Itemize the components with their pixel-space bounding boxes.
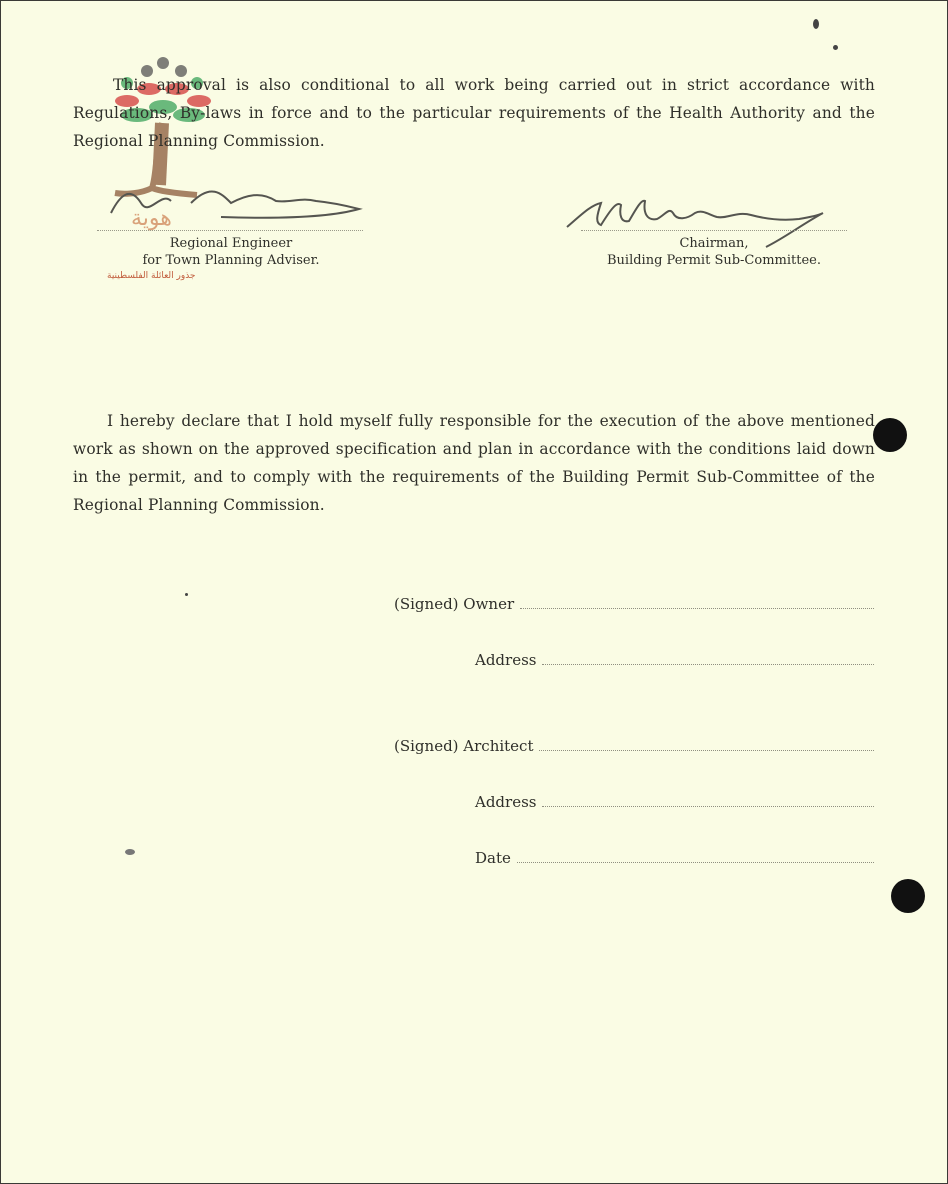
punch-hole-upper <box>873 418 907 452</box>
paper-speck <box>185 593 188 596</box>
left-handwritten-signature <box>101 173 371 233</box>
architect-address-field[interactable] <box>475 793 874 811</box>
owner-address-label: Address <box>475 651 537 669</box>
left-signature-line <box>97 230 363 231</box>
owner-address-line[interactable] <box>542 652 874 665</box>
signed-architect-label: (Signed) Architect <box>394 737 534 755</box>
architect-address-label: Address <box>475 793 537 811</box>
regional-engineer-title: Regional Engineer <box>169 236 293 251</box>
owner-address-field[interactable] <box>475 651 874 669</box>
signed-owner-field[interactable] <box>394 595 874 613</box>
approval-condition-paragraph: This approval is also conditional to all work being carried out in strict accordance with Regulations, By-laws in force and to the particular requirements of the Health Authority and the Regional Planning Commission. <box>73 76 875 150</box>
building-permit-subcommittee-subtitle: Building Permit Sub-Committee. <box>606 253 821 268</box>
signed-architect-field[interactable] <box>394 737 874 755</box>
watermark-arabic-subtitle: جذور العائلة الفلسطينية <box>107 271 196 281</box>
owner-declaration-paragraph: I hereby declare that I hold myself fully responsible for the execution of the above mentioned work as shown on the approved specification and plan in accordance with the conditions laid down in the permit, and to comply with the requirements of the Building Permit Sub-Committee of the Regional Planning Commission. <box>73 412 875 514</box>
signed-owner-label: (Signed) Owner <box>394 595 515 613</box>
signed-architect-line[interactable] <box>539 738 874 751</box>
right-signature-line <box>581 230 847 231</box>
date-label: Date <box>475 849 511 867</box>
watermark-arabic-title: هوية <box>131 206 172 231</box>
signed-owner-line[interactable] <box>520 596 874 609</box>
town-planning-adviser-subtitle: for Town Planning Adviser. <box>142 253 320 268</box>
paper-speck <box>125 849 135 855</box>
left-signatory-block <box>121 235 341 269</box>
date-field[interactable] <box>475 849 874 867</box>
right-signatory-block <box>581 235 847 269</box>
chairman-title: Chairman, <box>679 236 749 251</box>
ink-mark <box>813 19 819 29</box>
punch-hole-lower <box>891 879 925 913</box>
architect-address-line[interactable] <box>542 794 874 807</box>
date-line[interactable] <box>517 850 874 863</box>
ink-mark <box>833 45 838 50</box>
